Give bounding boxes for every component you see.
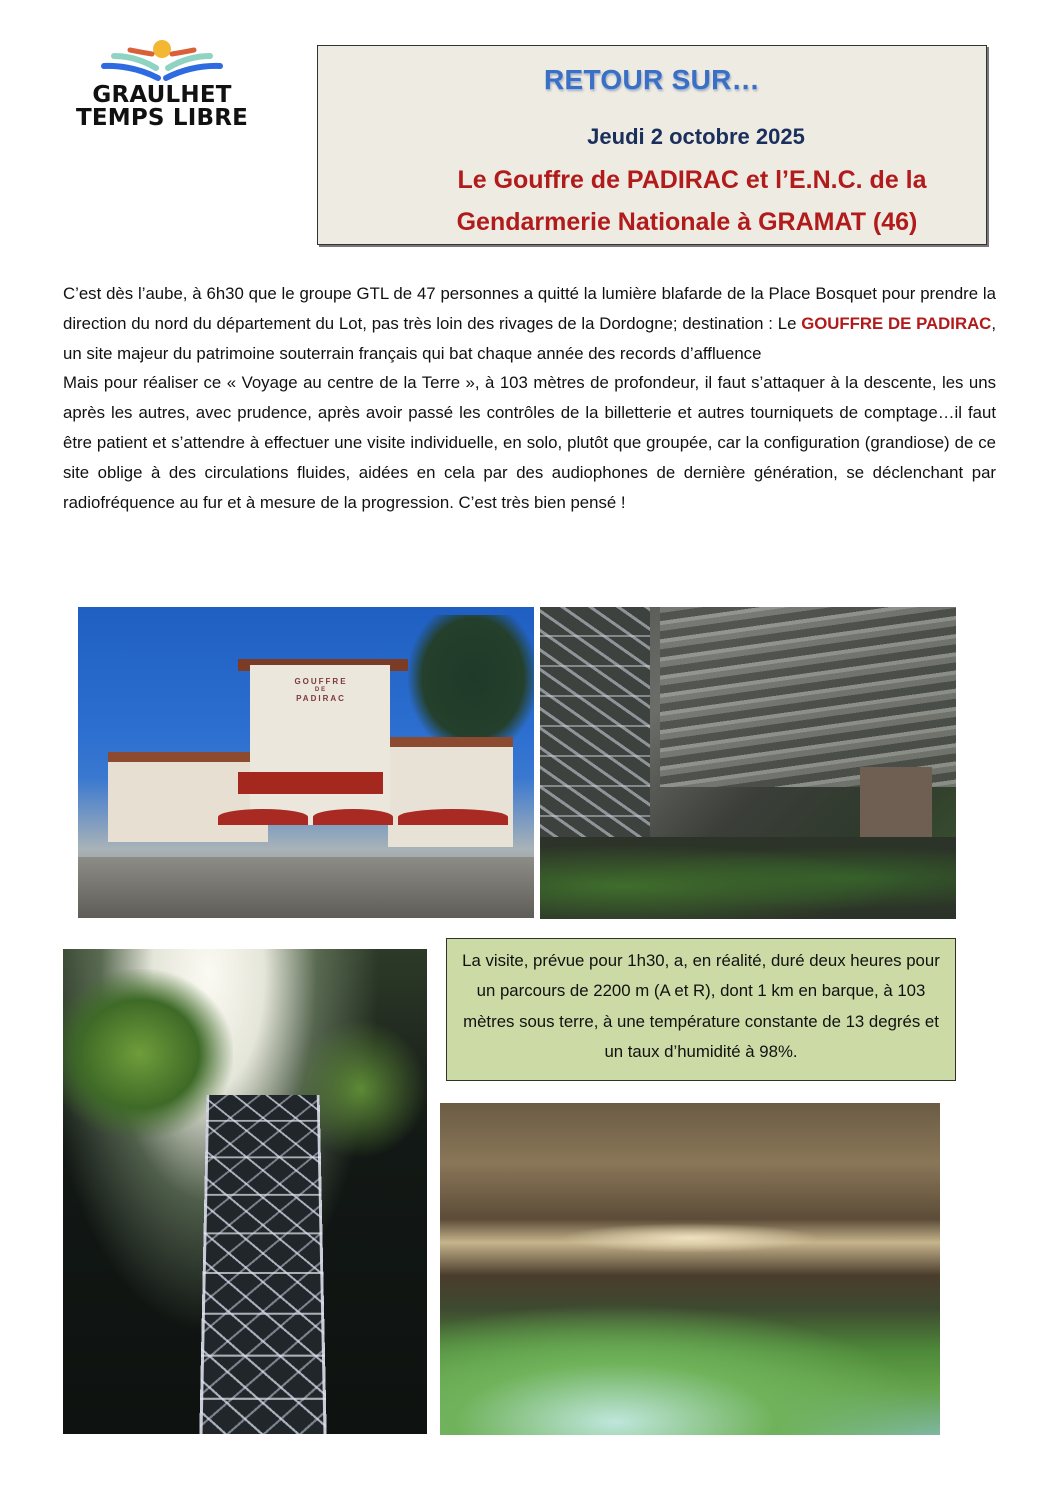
photo-green-water [440, 1303, 940, 1435]
logo-sunrise-icon [100, 38, 224, 86]
page-title-line-2: Gendarmerie Nationale à GRAMAT (46) [456, 208, 918, 236]
photo-lit-rock [560, 1223, 820, 1253]
photo-red-awning [238, 772, 383, 794]
graulhet-temps-libre-logo [62, 38, 262, 138]
header-kicker: RETOUR SUR… [544, 64, 760, 95]
article-body [63, 279, 996, 517]
photo-tree [408, 615, 534, 755]
sign-line-1: GOUFFRE [294, 677, 348, 686]
article-paragraph-1 [63, 279, 996, 368]
page-title-line-1: Le Gouffre de PADIRAC et l’E.N.C. de la [457, 166, 927, 194]
p1-highlight: GOUFFRE DE PADIRAC [801, 313, 992, 333]
photo-padirac-entrance-building [78, 607, 534, 918]
photo-gouffre-shaft-stairs [63, 949, 427, 1434]
event-date: Jeudi 2 octobre 2025 [587, 124, 805, 149]
photo-foliage [540, 837, 956, 919]
photo-building-right-wing [388, 737, 513, 847]
logo-line-2: TEMPS LIBRE [75, 105, 249, 131]
logo-text [62, 84, 262, 130]
photo-underground-river [440, 1103, 940, 1435]
info-box: La visite, prévue pour 1h30, a, en réalité, duré deux heures pour un parcours de 2200 m (A et R), dont 1 km en barque, à 103 mètres sous terre, à une température constante de 13 degrés et un taux d’humidité à 98%. [446, 938, 956, 1081]
photo-umbrella [398, 809, 508, 825]
photo-stair-scaffold [540, 607, 650, 847]
photo-ground [78, 857, 534, 918]
photo-umbrella [218, 809, 308, 825]
photo-umbrella [313, 809, 393, 825]
photo-rock-wall [660, 607, 956, 787]
photo-cave-stairs [540, 607, 956, 919]
photo-building-left-wing [108, 752, 268, 842]
p1-text-before: C’est dès l’aube, à 6h30 que le groupe GTL de 47 personnes a quitté la lumière blafarde de la Place Bosquet pour prendre la direction du nord du département du Lot, pas très loin des rivages de la Dordogne; destination : Le [63, 284, 996, 333]
header-box [317, 45, 987, 245]
sign-line-3: PADIRAC [296, 694, 346, 703]
sign-line-2: DE [314, 687, 328, 693]
photo-stair-tower [199, 1095, 327, 1434]
photo-building-sign [278, 677, 364, 704]
logo-line-1: GRAULHET [92, 82, 232, 108]
p1-text-after: , un site majeur du patrimoine souterrain français qui bat chaque année des records d’affluence [63, 313, 996, 363]
article-paragraph-2: Mais pour réaliser ce « Voyage au centre de la Terre », à 103 mètres de profondeur, il faut s’attaquer à la descente, les uns après les autres, avec prudence, après avoir passé les contrôles de la billetterie et autres tourniquets de comptage…il faut être patient et s’attendre à effectuer une visite individuelle, en solo, plutôt que groupée, car la configuration (grandiose) de ce site oblige à des circulations fluides, aidées en cela par des audiophones de dernière génération, se déclenchant par radiofréquence au fur et à mesure de la progression. C’est très bien pensé ! [63, 373, 996, 512]
photo-hut [860, 767, 932, 837]
